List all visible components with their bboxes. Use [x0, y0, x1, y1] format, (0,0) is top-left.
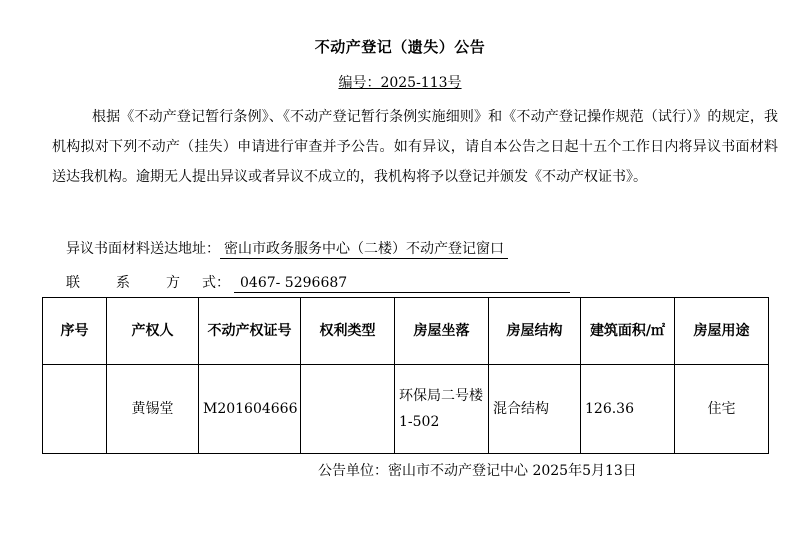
header-serial: 序号	[43, 298, 107, 365]
cell-structure: 混合结构	[489, 365, 581, 454]
phone-label-char: 联	[66, 275, 80, 291]
address-value: 密山市政务服务中心（二楼）不动产登记窗口	[220, 240, 508, 259]
notice-number-text: 编号：2025-113号	[338, 75, 462, 91]
header-location: 房屋坐落	[395, 298, 489, 365]
cell-serial	[43, 365, 107, 454]
phone-label-char: 式：	[202, 275, 230, 291]
cell-usage: 住宅	[675, 365, 769, 454]
header-right-type: 权利类型	[301, 298, 395, 365]
phone-label	[66, 272, 234, 292]
table-row	[43, 365, 769, 454]
address-line	[66, 238, 508, 259]
address-label: 异议书面材料送达地址：	[66, 241, 220, 257]
cell-right-type	[301, 365, 395, 454]
registration-table	[42, 297, 769, 454]
header-owner: 产权人	[107, 298, 199, 365]
cell-area: 126.36	[581, 365, 675, 454]
phone-value: 0467- 5296687	[234, 274, 570, 293]
cell-certificate-no: M201604666	[199, 365, 301, 454]
table-header-row	[43, 298, 769, 365]
header-area: 建筑面积/㎡	[581, 298, 675, 365]
notice-number	[0, 72, 800, 92]
notice-title: 不动产登记（遗失）公告	[314, 38, 486, 56]
header-certificate-no: 不动产权证号	[199, 298, 301, 365]
cell-location: 环保局二号楼 1-502	[395, 365, 489, 454]
phone-line	[66, 272, 570, 293]
notice-body: 根据《不动产登记暂行条例》、《不动产登记暂行条例实施细则》和《不动产登记操作规范（试行）》的规定，我机构拟对下列不动产（挂失）申请进行审查并予公告。如有异议，请自本公告之日起十五个工作日内将异议书面材料送达我机构。逾期无人提出异议或者异议不成立的，我机构将予以登记并颁发《不动产权证书》。	[52, 109, 778, 185]
phone-label-char: 系	[116, 275, 130, 291]
header-usage: 房屋用途	[675, 298, 769, 365]
cell-owner: 黄锡堂	[107, 365, 199, 454]
notice-footer: 公告单位：密山市不动产登记中心 2025年5月13日	[318, 463, 637, 479]
header-structure: 房屋结构	[489, 298, 581, 365]
phone-label-char: 方	[166, 275, 180, 291]
